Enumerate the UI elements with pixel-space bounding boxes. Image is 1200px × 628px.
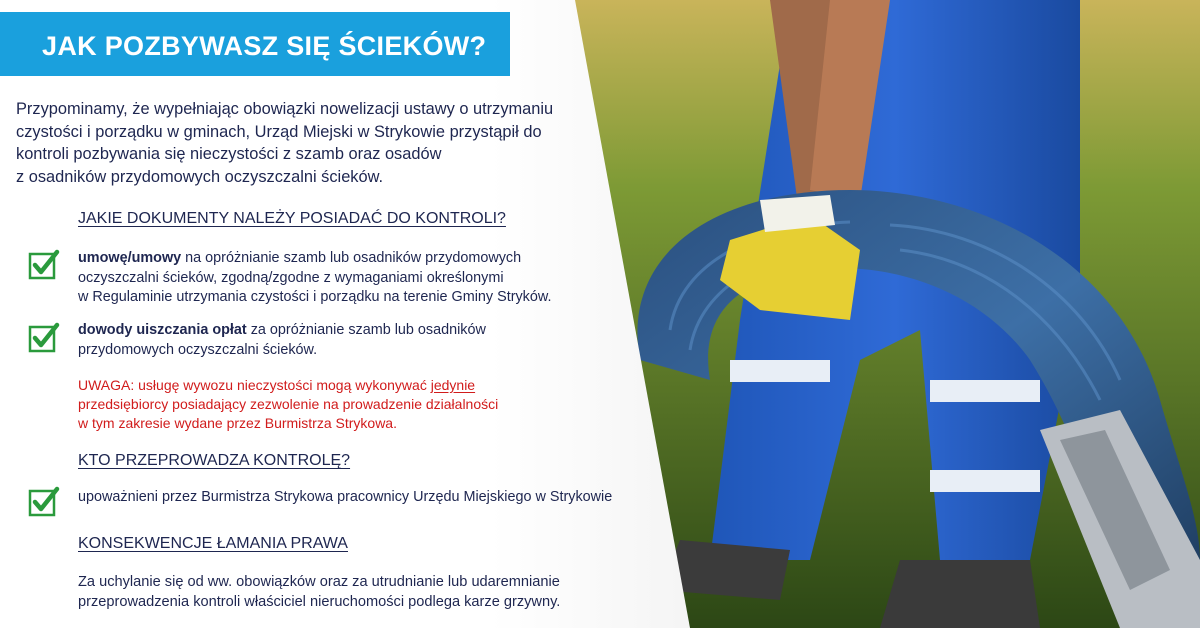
item-text: oczyszczalni ścieków, zgodną/zgodne z wymaganiami określonymi: [78, 269, 504, 286]
documents-heading: JAKIE DOKUMENTY NALEŻY POSIADAĆ DO KONTROLI?: [78, 210, 506, 227]
documents-item-contract: [78, 249, 551, 308]
control-item: [78, 488, 612, 508]
item-text: w Regulaminie utrzymania czystości i porządku na terenie Gminy Stryków.: [78, 289, 552, 305]
item-text: za opróżnianie szamb lub osadników: [246, 322, 486, 338]
item-text: na opróżnianie szamb lub osadników przydomowych: [181, 250, 522, 266]
checkbox-check-icon: [28, 322, 60, 354]
warning-line: w tym zakresie wydane przez Burmistrza Strykowa.: [78, 415, 397, 431]
warning-prefix: UWAGA: usługę wywozu nieczystości mogą wykonywać: [78, 377, 431, 393]
intro-line: czystości i porządku w gminach, Urząd Miejski w Strykowie przystąpił do: [16, 122, 542, 141]
consequences-line: przeprowadzenia kontroli właściciel nieruchomości podlega karze grzywny.: [78, 594, 561, 610]
control-heading: KTO PRZEPROWADZA KONTROLĘ?: [78, 452, 351, 469]
item-text: przydomowych oczyszczalni ścieków.: [78, 341, 318, 358]
intro-line: z osadników przydomowych oczyszczalni ścieków.: [16, 167, 384, 186]
warning-underlined: jedynie: [430, 377, 476, 393]
checkbox-check-icon: [28, 249, 60, 281]
consequences-line: Za uchylanie się od ww. obowiązków oraz za utrudnianie lub udaremnianie: [78, 574, 560, 590]
item-bold-text: dowody uiszczania opłat: [78, 322, 247, 338]
intro-line: kontroli pozbywania się nieczystości z szamb oraz osadów: [16, 145, 442, 163]
intro-line: Przypominamy, że wypełniając obowiązki nowelizacji ustawy o utrzymaniu: [16, 100, 554, 118]
page-title: JAK POZBYWASZ SIĘ ŚCIEKÓW?: [42, 31, 487, 61]
checkbox-check-icon: [28, 486, 60, 518]
item-text: upoważnieni przez Burmistrza Strykowa pracownicy Urzędu Miejskiego w Strykowie: [78, 489, 613, 505]
consequences-text: [78, 572, 560, 612]
warning-line: przedsiębiorcy posiadający zezwolenie na prowadzenie działalności: [78, 396, 499, 412]
documents-item-payments: [78, 321, 486, 360]
intro-text: [16, 98, 556, 188]
consequences-heading: KONSEKWENCJE ŁAMANIA PRAWA: [78, 535, 348, 552]
item-bold-text: umowę/umowy: [78, 250, 182, 266]
warning-text: [78, 376, 498, 433]
